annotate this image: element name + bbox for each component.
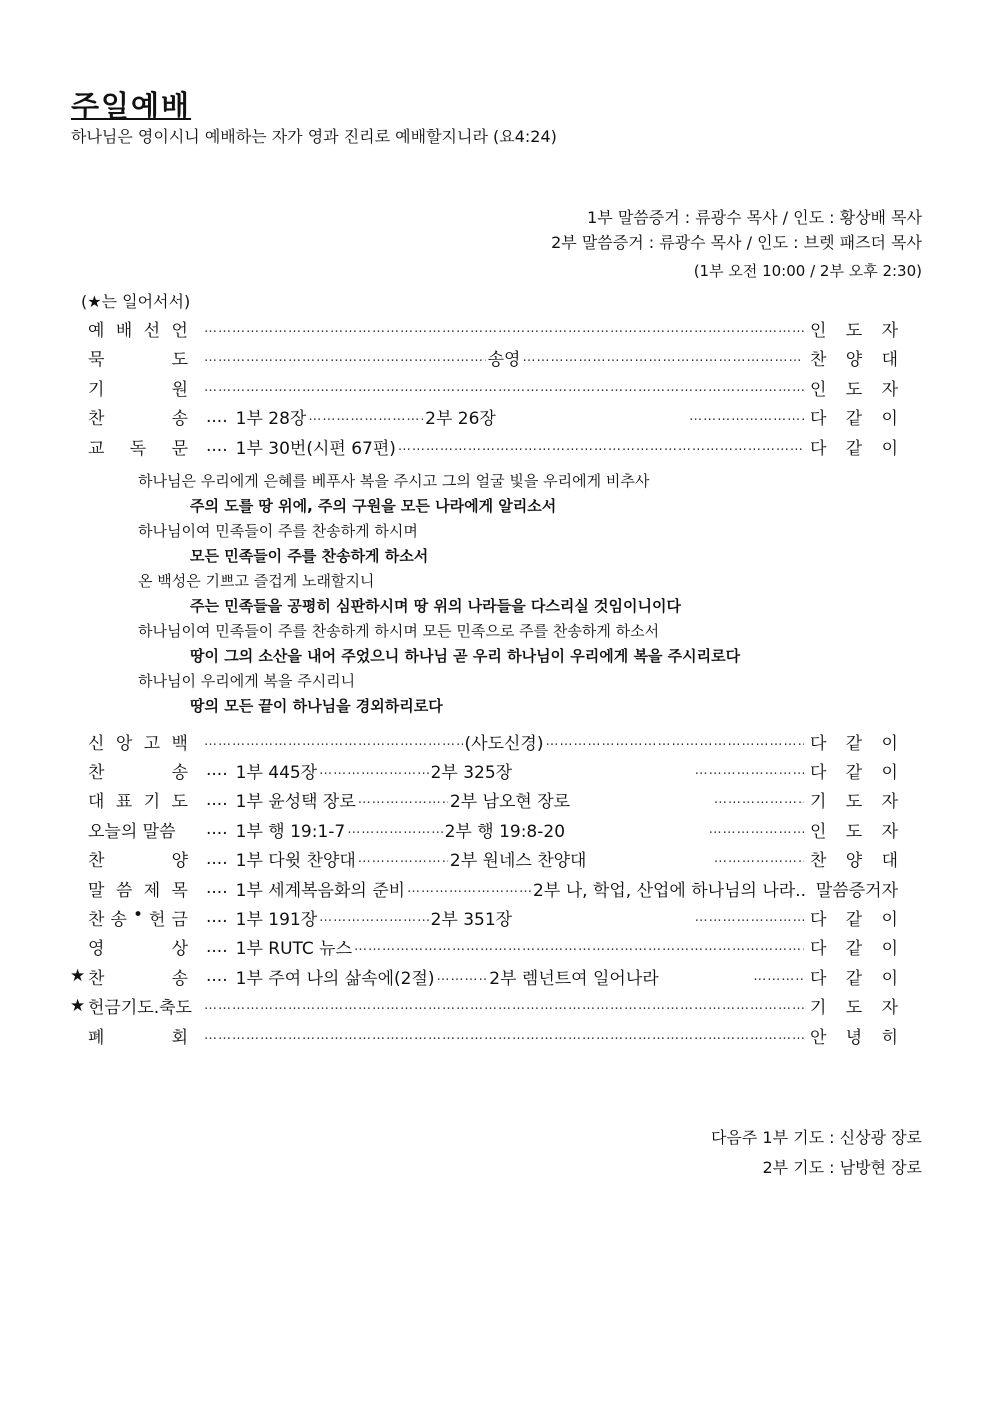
leader-dots [714,792,804,807]
service1-detail: 1부 다윗 찬양대 [235,851,356,872]
char: 다 [809,409,827,429]
char: 인 [810,379,827,400]
char: 녕 [845,1027,863,1048]
char: 인 [810,320,827,341]
service1-detail: 1부 RUTC 뉴스 [235,939,353,960]
leader-dots [347,822,442,837]
item-middle: 송영 [487,350,521,370]
order-bottom-row [70,728,898,754]
char: 고 [143,733,161,754]
item-label [88,345,188,370]
char: 기 [810,792,827,813]
item-role [806,787,898,812]
char: 찬 [88,909,105,930]
subtitle-verse: 하나님은 영이시니 예배하는 자가 영과 진리로 예배할지니라 (요4:24) [71,127,557,146]
order-top-row [70,374,898,400]
leader-dots [695,910,804,925]
standing-star: ★ [70,966,86,987]
item-label [88,905,188,930]
char: 안 [810,1027,827,1048]
char: 자 [881,998,898,1019]
leader-dots [407,881,531,896]
char: 문 [171,438,188,459]
char: 같 [845,909,863,930]
char: 같 [845,409,863,429]
order-top-row [70,315,898,341]
char: 다 [810,939,827,960]
char: 도 [845,379,863,400]
item-label [88,729,188,754]
leader-dots [522,350,804,365]
char: 자 [881,821,898,842]
char: 인 [810,821,827,842]
char: 히 [881,1027,898,1048]
char: 독 [129,438,147,459]
leader-dots [204,1028,804,1043]
item-role [806,905,898,930]
leader-dots [753,969,804,984]
service2-leaders: 2부 말씀증거 : 류광수 목사 / 인도 : 브렛 패즈더 목사 [551,233,922,252]
order-bottom-row [70,1022,898,1048]
char: 양 [171,851,188,872]
service2-detail: 2부 원네스 찬양대 [449,851,587,872]
char: 송 [171,409,188,429]
leader-dots [398,439,804,454]
char: 찬 [810,350,827,370]
char: 대 [881,350,899,370]
service2-detail: 2부 26장 [425,409,496,429]
char: 원 [171,379,188,400]
leader-dots [319,763,428,778]
char: 송 [171,762,188,783]
order-bottom-row [70,904,898,930]
item-label [88,934,188,959]
leader-dots [354,939,804,954]
order-top-row [70,433,898,459]
item-role [806,404,898,429]
char: 이 [881,733,898,754]
leader-dots [358,851,448,866]
service1-leaders: 1부 말씀증거 : 류광수 목사 / 인도 : 황상배 목사 [587,208,922,227]
char: 같 [845,762,863,783]
leader-dots [204,380,804,395]
char: 상 [171,939,188,960]
char: 이 [881,438,898,459]
char: 제 [143,880,161,901]
char: 찬 [88,968,105,989]
order-top-row [70,404,898,430]
short-dots: .... [206,406,228,427]
item-label: 오늘의 말씀 [88,821,176,842]
leader-dots [204,350,486,365]
char: 자 [881,320,898,341]
leader-dots [204,734,463,749]
item-role [806,817,898,842]
char: 이 [881,939,898,960]
leader-dots [204,321,804,336]
service2-detail: 2부 렘넌트여 일어나라 [489,968,659,989]
service1-detail: 1부 윤성택 장로 [235,792,356,813]
service1-detail: 1부 28장 [235,409,307,429]
item-role [806,1023,898,1048]
char: 찬 [810,851,827,872]
char: 자 [881,379,898,400]
short-dots: .... [206,907,228,928]
char: 도 [171,792,188,813]
standing-note: (★는 일어서서) [81,292,191,311]
char: 교 [88,438,105,459]
char: 대 [88,792,105,813]
item-label [88,876,188,901]
order-bottom-row [70,757,898,783]
char: 목 [171,880,188,901]
item-role [806,345,898,370]
item-role [806,934,898,959]
item-label [88,434,188,459]
item-label [88,1023,188,1048]
short-dots: .... [206,936,228,957]
char: 자 [881,792,898,813]
char: 금 [171,909,188,930]
short-dots: .... [206,819,228,840]
char: 찬 [88,409,105,429]
service2-detail: 2부 남오현 장로 [449,792,571,813]
char: 같 [845,968,863,989]
order-bottom-row [70,787,898,813]
char: 다 [809,733,827,754]
leader-dots [358,792,448,807]
char: 찬 [88,851,105,872]
item-middle: (사도신경) [464,733,544,754]
char: 양 [845,350,863,370]
char: 영 [88,939,105,960]
char: 기 [143,792,161,813]
service1-detail: 1부 주여 나의 삶속에(2절) [235,968,435,989]
leader-line: 하나님이 우리에게 복을 주시리니 [138,672,356,690]
leader-dots [545,734,804,749]
service1-detail: 1부 행 19:1-7 [235,821,346,842]
char: 헌 [149,909,166,930]
char: 다 [809,762,827,783]
short-dots: .... [206,878,228,898]
order-bottom-row [70,963,898,989]
item-label: 헌금기도.축도 [88,998,192,1019]
char: 신 [88,733,105,754]
service2-detail: 2부 나, 학업, 산업에 하나님의 나라.. [533,880,806,901]
char: 같 [845,939,863,960]
service2-detail: 2부 행 19:8-20 [444,821,566,842]
leader-dots [709,822,804,837]
leader-line: 하나님이여 민족들이 주를 찬송하게 하시며 [138,522,418,540]
char: 백 [171,733,188,754]
leader-dots [714,851,804,866]
item-role [806,316,898,341]
char: 선 [143,320,161,341]
next-week-prayer-1: 다음주 1부 기도 : 신상광 장로 [710,1128,922,1147]
char: 회 [171,1027,188,1048]
char: 찬 [88,762,105,783]
char: 언 [171,320,188,341]
char: 다 [810,968,827,989]
item-label [88,758,188,783]
char: 도 [845,821,863,842]
char: 이 [881,909,898,930]
service2-detail: 2부 325장 [430,762,513,783]
char: 폐 [88,1027,105,1048]
leader-line: 하나님이여 민족들이 주를 찬송하게 하시며 모든 민족으로 주를 찬송하게 하소서 [138,622,660,640]
char: 씀 [115,880,133,901]
service1-detail: 1부 세계복음화의 준비 [235,880,406,901]
item-label [88,404,188,429]
char: 이 [881,762,898,783]
char: 앙 [115,733,133,754]
order-top-row [70,345,898,371]
char: 다 [809,909,827,930]
char: 같 [845,733,863,754]
char: 배 [115,320,133,341]
item-label [88,375,188,400]
char: 도 [845,320,863,341]
item-role [806,375,898,400]
page-title: 주일예배 [71,89,192,123]
leader-dots [204,998,804,1013]
char: 표 [115,792,133,813]
char: 묵 [88,350,105,370]
short-dots: .... [206,966,228,987]
char: 대 [881,851,898,872]
item-role [806,729,898,754]
item-role [806,964,898,989]
service1-detail: 1부 191장 [235,909,318,930]
service-times: (1부 오전 10:00 / 2부 오후 2:30) [693,262,922,280]
order-bottom-row [70,846,898,872]
people-line: 주는 민족들을 공평히 심판하시며 땅 위의 나라들을 다스리실 것임이니이다 [190,597,681,615]
item-role [806,993,898,1018]
service2-detail: 2부 351장 [430,909,513,930]
char: 송 [110,909,127,930]
leader-dots [695,763,804,778]
people-line: 모든 민족들이 주를 찬송하게 하소서 [190,547,429,565]
item-role [806,846,898,871]
char: 말 [88,880,105,901]
standing-star: ★ [70,995,86,1016]
order-bottom-row [70,816,898,842]
leader-dots [308,409,423,424]
item-role [806,758,898,783]
people-line: 주의 도를 땅 위에, 주의 구원을 모든 나라에게 알리소서 [190,497,557,515]
leader-line: 온 백성은 기쁘고 즐겁게 노래할지니 [138,572,375,590]
item-label [88,316,188,341]
char: 도 [171,350,188,370]
next-week-prayer-2: 2부 기도 : 남방현 장로 [762,1158,922,1177]
char: 다 [810,438,827,459]
char: • [132,904,143,925]
service1-detail: 1부 445장 [235,762,318,783]
short-dots: .... [206,848,228,869]
char: 기 [88,379,105,400]
order-bottom-row [70,993,898,1019]
short-dots: .... [206,789,228,810]
leader-line: 하나님은 우리에게 은혜를 베푸사 복을 주시고 그의 얼굴 빛을 우리에게 비추사 [138,472,650,490]
item-role: 말씀증거자 [815,880,898,901]
char: 이 [881,409,898,429]
char: 예 [88,320,105,341]
item-role [806,434,898,459]
char: 양 [845,851,863,872]
leader-dots [689,409,804,424]
people-line: 땅이 그의 소산을 내어 주었으니 하나님 곧 우리 하나님이 우리에게 복을 주시리로다 [190,647,741,665]
order-bottom-row [70,875,898,901]
leader-dots [319,910,428,925]
item-label [88,787,188,812]
leader-dots [437,969,488,984]
people-line: 땅의 모든 끝이 하나님을 경외하리로다 [190,697,443,715]
item-label [88,846,188,871]
order-bottom-row [70,934,898,960]
service1-detail: 1부 30번(시편 67편) [235,438,396,459]
item-label [88,964,188,989]
char: 기 [810,998,827,1019]
char: 도 [845,998,863,1019]
char: 같 [845,438,863,459]
short-dots: .... [206,436,228,456]
char: 송 [171,968,188,989]
char: 이 [881,968,898,989]
char: 도 [845,792,863,813]
short-dots: .... [206,760,228,781]
